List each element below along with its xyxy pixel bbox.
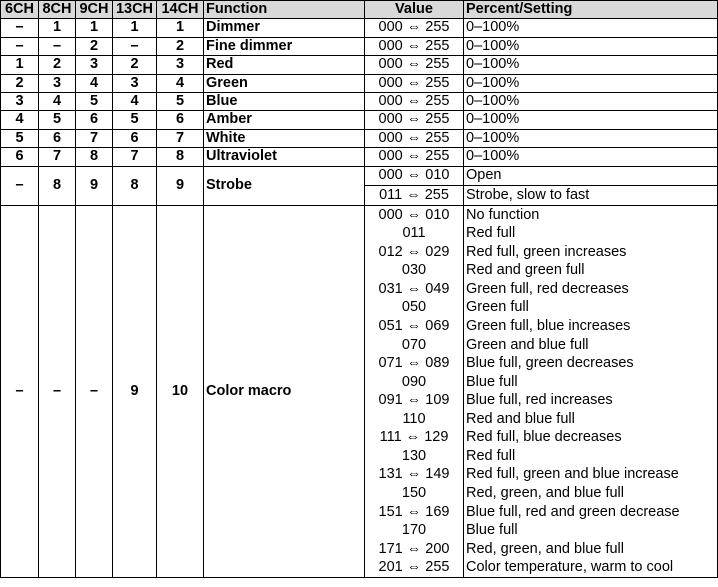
- cell-8ch: 8: [39, 166, 76, 205]
- cell-6ch: 5: [1, 129, 39, 147]
- cell-value: 000 ⇔ 255: [365, 93, 464, 111]
- macro-value: 171 ⇔ 200: [378, 540, 450, 557]
- header-13ch: 13CH: [113, 1, 157, 19]
- cell-14ch: 9: [157, 166, 204, 205]
- macro-value: 030: [401, 262, 427, 279]
- cell-setting: 0–100%: [464, 129, 718, 147]
- cell-function: Strobe: [204, 166, 365, 205]
- macro-setting: Blue full: [466, 522, 518, 539]
- cell-9ch: 2: [76, 37, 113, 55]
- cell-function: Color macro: [204, 205, 365, 577]
- macro-setting: Color temperature, warm to cool: [466, 559, 674, 576]
- cell-14ch: 6: [157, 111, 204, 129]
- macro-setting: Red full, green and blue increase: [466, 466, 679, 483]
- table-row: [1, 129, 718, 147]
- cell-function: White: [204, 129, 365, 147]
- header-8ch: 8CH: [39, 1, 76, 19]
- cell-14ch: 8: [157, 148, 204, 166]
- cell-6ch: 6: [1, 148, 39, 166]
- cell-6ch: 1: [1, 56, 39, 74]
- cell-8ch: 4: [39, 93, 76, 111]
- table-row: [1, 74, 718, 92]
- cell-13ch: 2: [113, 56, 157, 74]
- macro-setting: Red and green full: [466, 262, 585, 279]
- cell-6ch: 3: [1, 93, 39, 111]
- table-row: [1, 148, 718, 166]
- macro-setting: Red, green, and blue full: [466, 540, 624, 557]
- cell-13ch: 9: [113, 205, 157, 577]
- cell-14ch: 1: [157, 19, 204, 37]
- macro-value: 012 ⇔ 029: [378, 243, 450, 260]
- cell-9ch: 6: [76, 111, 113, 129]
- cell-13ch: 1: [113, 19, 157, 37]
- macro-value: 091 ⇔ 109: [378, 392, 450, 409]
- cell-6ch: 2: [1, 74, 39, 92]
- cell-13ch: 7: [113, 148, 157, 166]
- cell-value: 000 ⇔ 255: [365, 129, 464, 147]
- cell-8ch: 3: [39, 74, 76, 92]
- table-row: [1, 111, 718, 129]
- cell-function: Amber: [204, 111, 365, 129]
- macro-value: 070: [401, 336, 427, 353]
- macro-value: 090: [401, 373, 427, 390]
- header-6ch: 6CH: [1, 1, 39, 19]
- cell-setting: 0–100%: [464, 111, 718, 129]
- table-row: [1, 93, 718, 111]
- cell-setting-list: [464, 205, 718, 577]
- cell-13ch: 5: [113, 111, 157, 129]
- cell-value: 000 ⇔ 255: [365, 74, 464, 92]
- header-row: [1, 1, 718, 19]
- cell-setting: 0–100%: [464, 56, 718, 74]
- cell-function: Dimmer: [204, 19, 365, 37]
- cell-6ch: 4: [1, 111, 39, 129]
- macro-value: 071 ⇔ 089: [378, 355, 450, 372]
- cell-function: Fine dimmer: [204, 37, 365, 55]
- macro-setting: Blue full, red and green decrease: [466, 503, 680, 520]
- color-macro-row: [1, 205, 718, 577]
- cell-9ch: 8: [76, 148, 113, 166]
- cell-9ch: –: [76, 205, 113, 577]
- macro-value: 151 ⇔ 169: [378, 503, 450, 520]
- cell-value: 000 ⇔ 255: [365, 56, 464, 74]
- cell-14ch: 3: [157, 56, 204, 74]
- macro-setting: Blue full, red increases: [466, 392, 613, 409]
- cell-setting: 0–100%: [464, 74, 718, 92]
- macro-setting: No function: [466, 206, 540, 223]
- cell-9ch: 9: [76, 166, 113, 205]
- macro-setting: Red full: [466, 225, 516, 242]
- macro-value: 111 ⇔ 129: [379, 429, 449, 446]
- cell-setting: Strobe, slow to fast: [464, 186, 718, 206]
- macro-value: 130: [401, 447, 427, 464]
- cell-14ch: 4: [157, 74, 204, 92]
- cell-setting: 0–100%: [464, 19, 718, 37]
- cell-6ch: –: [1, 19, 39, 37]
- cell-14ch: 10: [157, 205, 204, 577]
- strobe-row: [1, 166, 718, 186]
- cell-function: Red: [204, 56, 365, 74]
- macro-setting: Green full, red decreases: [466, 280, 629, 297]
- cell-9ch: 4: [76, 74, 113, 92]
- macro-setting: Red full: [466, 447, 516, 464]
- cell-9ch: 3: [76, 56, 113, 74]
- cell-13ch: 4: [113, 93, 157, 111]
- cell-6ch: –: [1, 205, 39, 577]
- cell-8ch: 1: [39, 19, 76, 37]
- macro-value: 131 ⇔ 149: [378, 466, 450, 483]
- macro-setting: Red full, green increases: [466, 243, 627, 260]
- macro-value: 050: [401, 299, 427, 316]
- macro-value: 150: [401, 484, 427, 501]
- cell-value-list: [365, 205, 464, 577]
- cell-value: 000 ⇔ 255: [365, 37, 464, 55]
- cell-8ch: 2: [39, 56, 76, 74]
- cell-8ch: 6: [39, 129, 76, 147]
- macro-setting: Green full: [466, 299, 529, 316]
- macro-setting: Red full, blue decreases: [466, 429, 622, 446]
- cell-setting: 0–100%: [464, 37, 718, 55]
- cell-6ch: –: [1, 166, 39, 205]
- cell-13ch: 3: [113, 74, 157, 92]
- table-row: [1, 19, 718, 37]
- macro-value: 201 ⇔ 255: [378, 559, 450, 576]
- cell-function: Blue: [204, 93, 365, 111]
- header-value: Value: [365, 1, 464, 19]
- header-setting: Percent/Setting: [464, 1, 718, 19]
- macro-setting: Red and blue full: [466, 410, 575, 427]
- cell-value: 000 ⇔ 255: [365, 19, 464, 37]
- cell-value: 000 ⇔ 255: [365, 111, 464, 129]
- cell-setting: 0–100%: [464, 93, 718, 111]
- cell-function: Ultraviolet: [204, 148, 365, 166]
- cell-13ch: 6: [113, 129, 157, 147]
- cell-14ch: 2: [157, 37, 204, 55]
- cell-9ch: 1: [76, 19, 113, 37]
- macro-value: 011: [402, 225, 426, 242]
- macro-value: 170: [401, 522, 427, 539]
- cell-setting: Open: [464, 166, 718, 186]
- cell-14ch: 5: [157, 93, 204, 111]
- cell-setting: 0–100%: [464, 148, 718, 166]
- cell-8ch: –: [39, 205, 76, 577]
- macro-setting: Red, green, and blue full: [466, 484, 624, 501]
- macro-setting: Blue full, green decreases: [466, 355, 634, 372]
- cell-8ch: 7: [39, 148, 76, 166]
- cell-14ch: 7: [157, 129, 204, 147]
- header-function: Function: [204, 1, 365, 19]
- macro-value: 110: [402, 410, 426, 427]
- cell-13ch: –: [113, 37, 157, 55]
- header-14ch: 14CH: [157, 1, 204, 19]
- table-row: [1, 56, 718, 74]
- cell-value: 000 ⇔ 010: [365, 166, 464, 186]
- cell-function: Green: [204, 74, 365, 92]
- header-9ch: 9CH: [76, 1, 113, 19]
- macro-setting: Blue full: [466, 373, 518, 390]
- macro-setting: Green and blue full: [466, 336, 589, 353]
- macro-value: 000 ⇔ 010: [378, 206, 450, 223]
- macro-value: 051 ⇔ 069: [378, 318, 450, 335]
- cell-9ch: 5: [76, 93, 113, 111]
- table-row: [1, 37, 718, 55]
- cell-13ch: 8: [113, 166, 157, 205]
- cell-value: 000 ⇔ 255: [365, 148, 464, 166]
- cell-9ch: 7: [76, 129, 113, 147]
- macro-value: 031 ⇔ 049: [378, 280, 450, 297]
- cell-8ch: –: [39, 37, 76, 55]
- macro-setting: Green full, blue increases: [466, 318, 631, 335]
- cell-8ch: 5: [39, 111, 76, 129]
- cell-6ch: –: [1, 37, 39, 55]
- cell-value: 011 ⇔ 255: [365, 186, 464, 206]
